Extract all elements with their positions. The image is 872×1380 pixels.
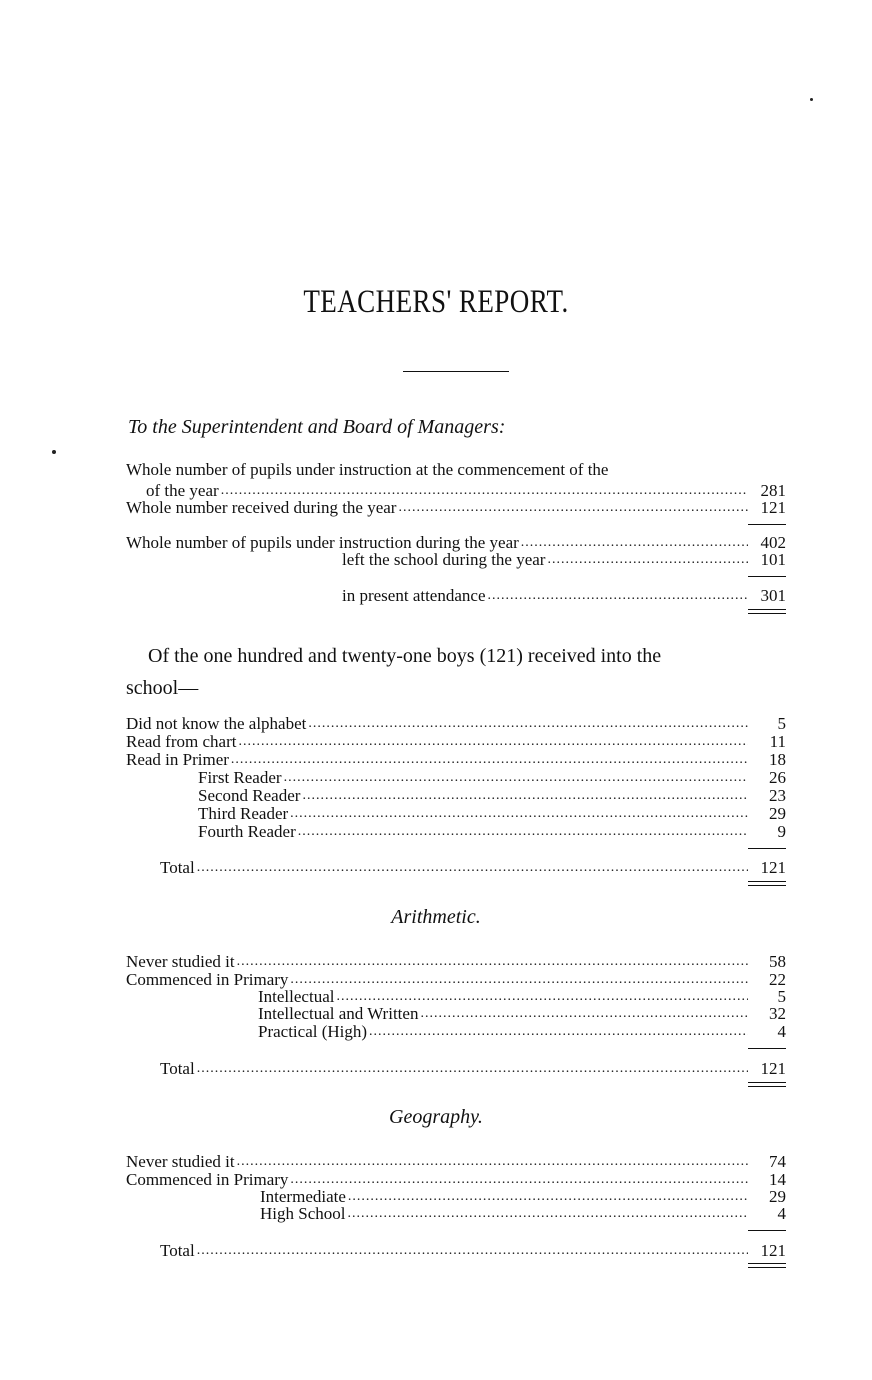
row-label: Second Reader bbox=[198, 786, 301, 805]
double-rule bbox=[748, 881, 786, 886]
leader-dots bbox=[302, 786, 748, 806]
row-label: Read in Primer bbox=[126, 750, 229, 769]
row-value: 23 bbox=[769, 786, 786, 805]
reading-row bbox=[126, 750, 786, 770]
total-value: 121 bbox=[760, 1059, 786, 1078]
row-label: Third Reader bbox=[198, 804, 289, 823]
row-value: 58 bbox=[769, 952, 786, 971]
row-label: Commenced in Primary bbox=[126, 1170, 289, 1189]
row-label: Never studied it bbox=[126, 952, 235, 971]
leader-dots bbox=[238, 732, 748, 752]
arithmetic-heading: Arithmetic. bbox=[391, 906, 481, 928]
leader-dots bbox=[237, 952, 748, 972]
reading-row bbox=[198, 804, 786, 824]
leader-dots bbox=[284, 768, 748, 788]
double-rule bbox=[748, 1263, 786, 1268]
reading-row bbox=[126, 732, 786, 752]
geography-heading: Geography. bbox=[389, 1106, 483, 1128]
reading-total-row bbox=[160, 858, 786, 878]
page-speck bbox=[810, 98, 813, 101]
row-label: High School bbox=[260, 1204, 346, 1223]
sum-rule bbox=[748, 1048, 786, 1049]
sum-rule bbox=[748, 576, 786, 577]
row-value: 11 bbox=[769, 732, 786, 751]
reading-row bbox=[198, 768, 786, 788]
page-title: TEACHERS' REPORT. bbox=[303, 284, 569, 320]
row-label: Fourth Reader bbox=[198, 822, 296, 841]
row-label: Commenced in Primary bbox=[126, 970, 289, 989]
leader-dots bbox=[290, 804, 748, 824]
row-value: 18 bbox=[769, 750, 786, 769]
row-label: of the year bbox=[146, 481, 219, 500]
row-value: 281 bbox=[760, 481, 786, 500]
reading-row bbox=[198, 786, 786, 806]
leader-dots bbox=[398, 498, 748, 518]
row-label: Read from chart bbox=[126, 732, 237, 751]
row-label: Whole number received during the year bbox=[126, 498, 397, 517]
row-value: 22 bbox=[769, 970, 786, 989]
row-value: 9 bbox=[777, 822, 786, 841]
geography-row bbox=[126, 1152, 786, 1172]
row-label: Did not know the alphabet bbox=[126, 714, 307, 733]
row-value: 74 bbox=[769, 1152, 786, 1171]
row-value: 4 bbox=[777, 1022, 786, 1041]
double-rule bbox=[748, 609, 786, 614]
leader-dots bbox=[420, 1004, 748, 1024]
sum-rule bbox=[748, 524, 786, 525]
row-value: 5 bbox=[777, 987, 786, 1006]
row-value: 402 bbox=[760, 533, 786, 552]
arithmetic-row bbox=[126, 952, 786, 972]
total-value: 121 bbox=[760, 858, 786, 877]
leader-dots bbox=[231, 750, 748, 770]
summary-row-left bbox=[342, 550, 786, 570]
row-value: 121 bbox=[760, 498, 786, 517]
leader-dots bbox=[197, 1241, 748, 1261]
row-value: 26 bbox=[769, 768, 786, 787]
reading-row bbox=[198, 822, 786, 842]
row-label: Never studied it bbox=[126, 1152, 235, 1171]
row-label: Whole number of pupils under instruction during the year bbox=[126, 533, 519, 552]
double-rule bbox=[748, 1082, 786, 1087]
row-value: 101 bbox=[760, 550, 786, 569]
leader-dots bbox=[298, 822, 748, 842]
total-value: 121 bbox=[760, 1241, 786, 1260]
row-value: 14 bbox=[769, 1170, 786, 1189]
intro-line-1: Of the one hundred and twenty-one boys (121) received into the bbox=[148, 645, 662, 667]
row-label: Intellectual bbox=[258, 987, 335, 1006]
row-label: Practical (High) bbox=[258, 1022, 368, 1041]
geography-row bbox=[260, 1204, 786, 1224]
leader-dots bbox=[197, 1059, 748, 1079]
leader-dots bbox=[308, 714, 748, 734]
total-label: Total bbox=[160, 1241, 195, 1260]
leader-dots bbox=[237, 1152, 748, 1172]
sum-rule bbox=[748, 1230, 786, 1231]
summary-line1a: Whole number of pupils under instruction at the commencement of the bbox=[126, 460, 609, 479]
arithmetic-total-row bbox=[160, 1059, 786, 1079]
row-value: 29 bbox=[769, 1187, 786, 1206]
row-value: 4 bbox=[777, 1204, 786, 1223]
total-label: Total bbox=[160, 858, 195, 877]
row-label: Intellectual and Written bbox=[258, 1004, 419, 1023]
row-value: 301 bbox=[760, 586, 786, 605]
row-label: First Reader bbox=[198, 768, 282, 787]
leader-dots bbox=[197, 858, 748, 878]
leader-dots bbox=[369, 1022, 748, 1042]
summary-row-received bbox=[126, 498, 786, 518]
total-label: Total bbox=[160, 1059, 195, 1078]
row-label: left the school during the year bbox=[342, 550, 546, 569]
leader-dots bbox=[347, 1204, 748, 1224]
salutation: To the Superintendent and Board of Managers: bbox=[128, 416, 506, 438]
title-divider bbox=[403, 371, 509, 372]
intro-line-2: school— bbox=[126, 677, 199, 699]
row-value: 29 bbox=[769, 804, 786, 823]
row-value: 5 bbox=[777, 714, 786, 733]
leader-dots bbox=[547, 550, 748, 570]
leader-dots bbox=[488, 586, 749, 606]
reading-row bbox=[126, 714, 786, 734]
arithmetic-row bbox=[258, 1022, 786, 1042]
sum-rule bbox=[748, 848, 786, 849]
row-label: in present attendance bbox=[342, 586, 486, 605]
row-label: Intermediate bbox=[260, 1187, 346, 1206]
geography-total-row bbox=[160, 1241, 786, 1261]
summary-row-present bbox=[342, 586, 786, 606]
row-value: 32 bbox=[769, 1004, 786, 1023]
arithmetic-row bbox=[258, 1004, 786, 1024]
page-speck bbox=[52, 450, 56, 454]
